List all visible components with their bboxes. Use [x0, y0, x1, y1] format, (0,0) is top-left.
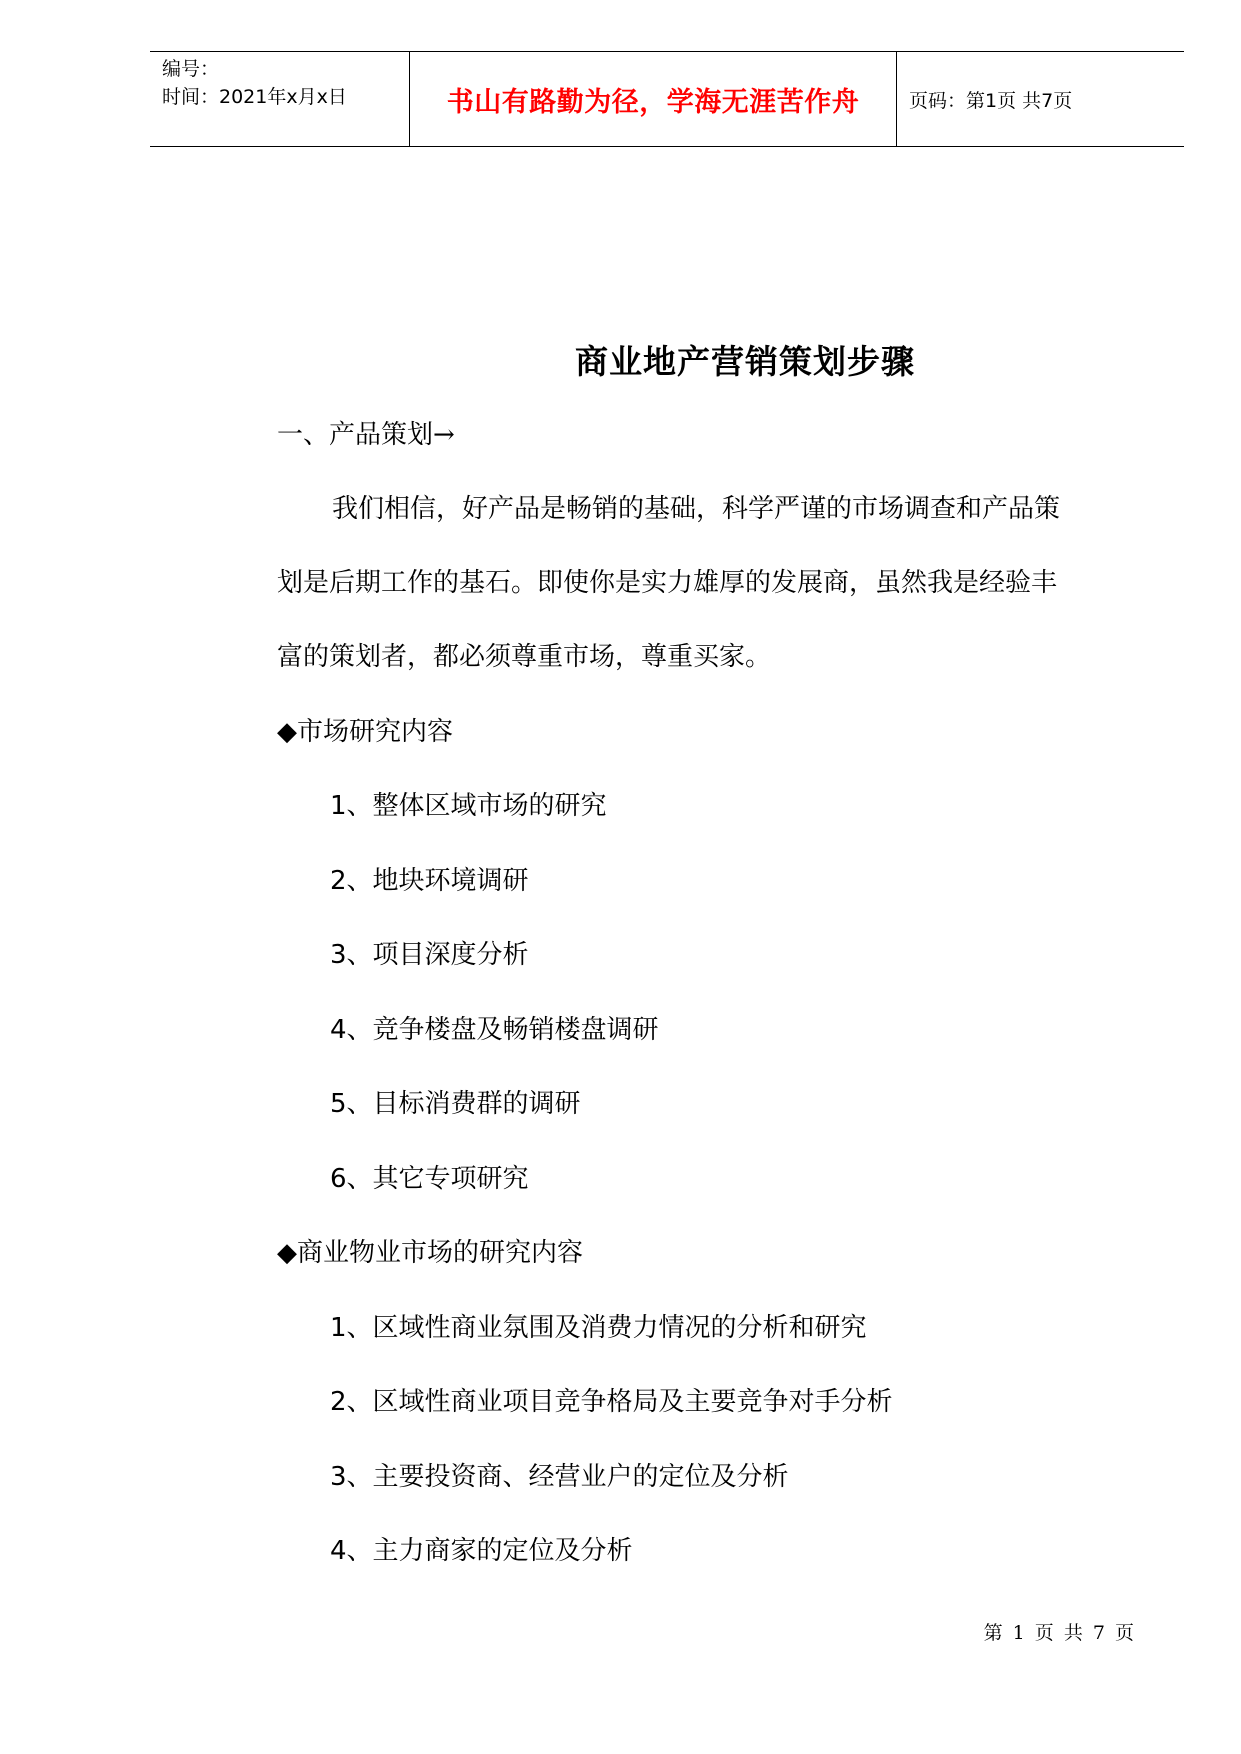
list-item-text: 、项目深度分析: [346, 940, 529, 970]
intro-line-1: 我们相信，好产品是畅销的基础，科学严谨的市场调查和产品策: [332, 494, 1061, 524]
list-item-text: 、区域性商业项目竞争格局及主要竞争对手分析: [346, 1387, 893, 1417]
list-item-number: 1: [330, 1313, 347, 1343]
intro-line-2: 划是后期工作的基石。即使你是实力雄厚的发展商，虽然我是经验丰: [277, 568, 1058, 598]
list-item: [330, 1311, 867, 1345]
list-item: [330, 789, 607, 823]
commercial-research-heading: ◆商业物业市场的研究内容: [277, 1238, 583, 1268]
list-item-text: 、其它专项研究: [346, 1164, 529, 1194]
list-item-number: 3: [330, 1462, 347, 1492]
list-item-number: 2: [330, 866, 347, 896]
list-item: [330, 1385, 893, 1419]
list-item-text: 、整体区域市场的研究: [346, 791, 607, 821]
header-motto: 书山有路勤为径，学海无涯苦作舟: [410, 52, 897, 146]
list-item-text: 、目标消费群的调研: [346, 1089, 581, 1119]
list-item-number: 1: [330, 791, 347, 821]
list-item-text: 、区域性商业氛围及消费力情况的分析和研究: [346, 1313, 867, 1343]
list-item-number: 4: [330, 1536, 347, 1566]
list-item-text: 、竞争楼盘及畅销楼盘调研: [346, 1015, 659, 1045]
list-item-number: 4: [330, 1015, 347, 1045]
header-meta: [150, 52, 410, 146]
intro-line-3: 富的策划者，都必须尊重市场，尊重买家。: [277, 642, 772, 672]
list-item-number: 6: [330, 1164, 347, 1194]
list-item: [330, 1087, 581, 1121]
list-item: [330, 1162, 529, 1196]
section-heading-product-planning: 一、产品策划→: [277, 420, 455, 450]
list-item: [330, 1534, 633, 1568]
list-item-text: 、主要投资商、经营业户的定位及分析: [346, 1462, 789, 1492]
list-item: [330, 1460, 789, 1494]
document-title: 商业地产营销策划步骤: [575, 342, 915, 381]
time-label: 时间：2021年x月x日: [162, 86, 347, 108]
list-item-number: 5: [330, 1089, 347, 1119]
market-research-heading: ◆市场研究内容: [277, 717, 453, 747]
page-footer: 第 1 页 共 7 页: [983, 1622, 1136, 1644]
list-item-text: 、主力商家的定位及分析: [346, 1536, 633, 1566]
header-page-info: 页码：第1页 共7页: [909, 89, 1073, 112]
page-header: [150, 51, 1184, 147]
list-item: [330, 938, 529, 972]
list-item-text: 、地块环境调研: [346, 866, 529, 896]
list-item-number: 2: [330, 1387, 347, 1417]
list-item: [330, 1013, 659, 1047]
list-item-number: 3: [330, 940, 347, 970]
number-label: 编号：: [162, 58, 220, 80]
list-item: [330, 864, 529, 898]
